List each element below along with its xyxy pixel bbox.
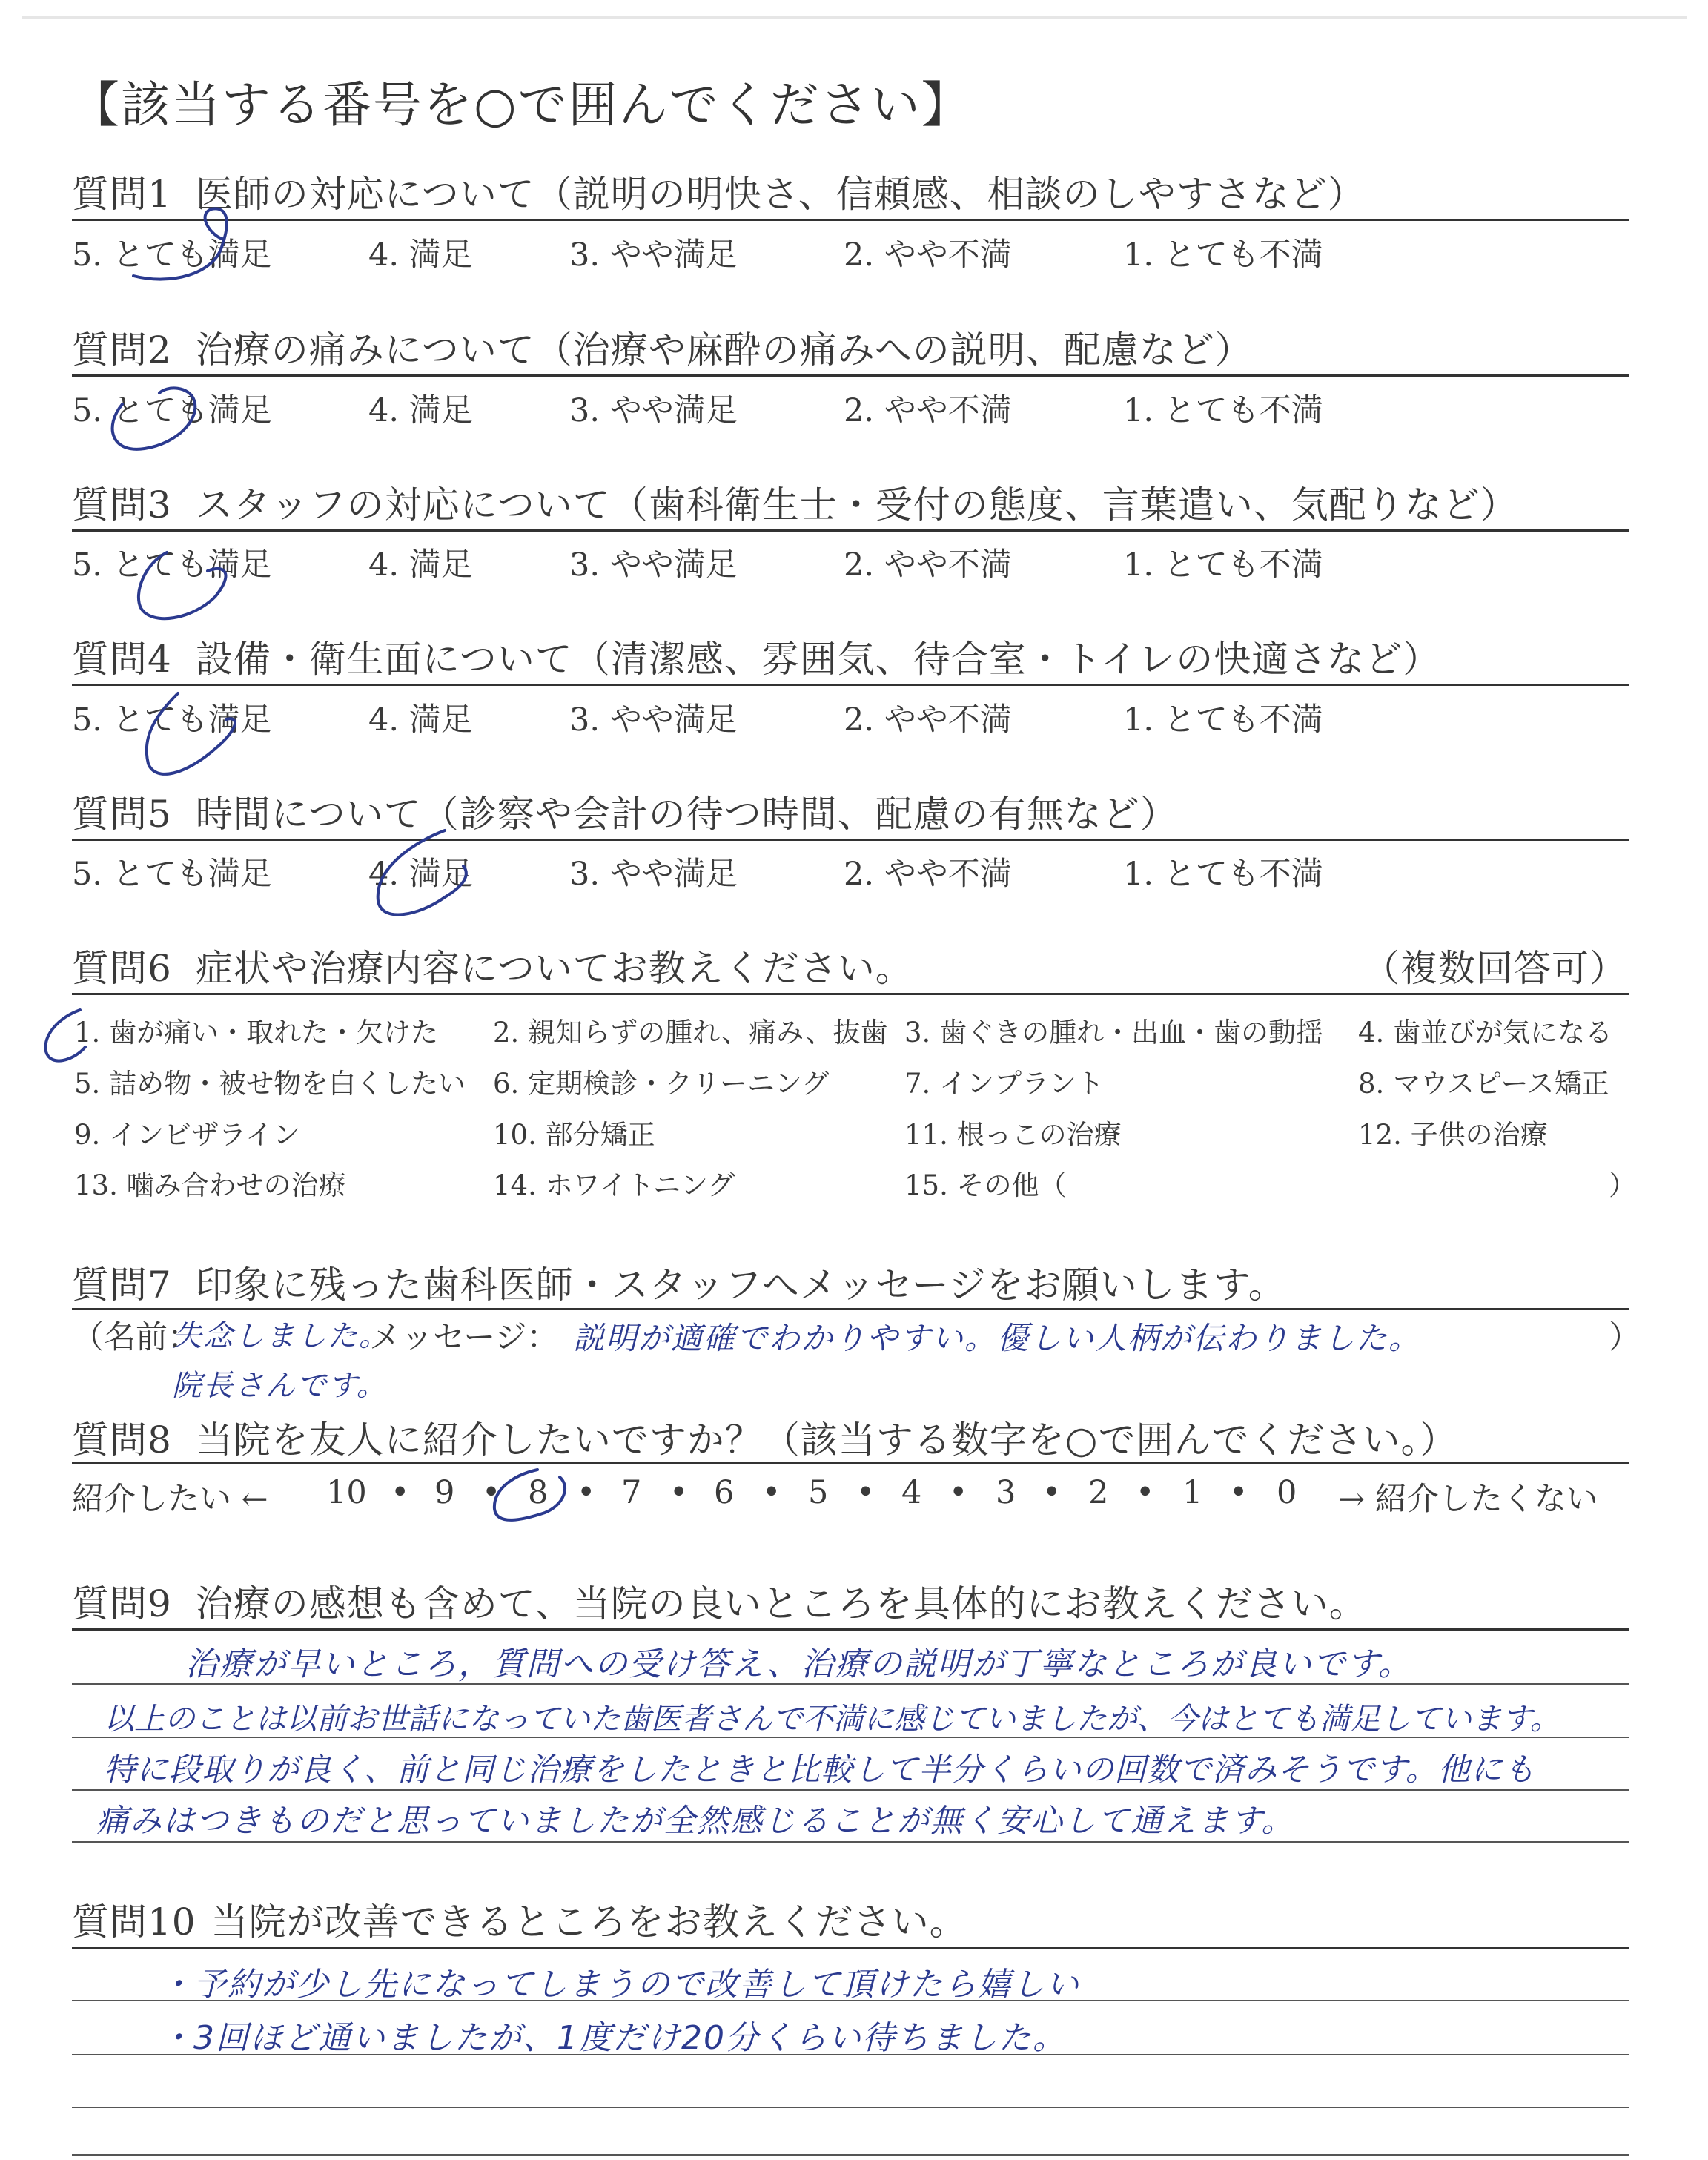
q7-close-paren: ） <box>1609 1319 1641 1356</box>
q8-scale-4[interactable]: 4 <box>901 1474 922 1511</box>
question-9-rule <box>72 1628 1629 1631</box>
question-4-rule <box>72 684 1629 686</box>
q8-dot: • <box>669 1474 689 1511</box>
q8-dot: • <box>391 1474 410 1511</box>
q8-dot: • <box>856 1474 875 1511</box>
question-8-rule <box>72 1462 1629 1464</box>
q6-option-6[interactable]: 6. 定期検診・クリーニング <box>493 1068 830 1100</box>
q2-option-1[interactable]: 1. とても不満 <box>1123 392 1323 429</box>
q8-dot: • <box>1229 1474 1248 1511</box>
q9-answer-rule <box>72 1841 1629 1843</box>
q8-dot: • <box>1136 1474 1155 1511</box>
q9-answer-line-2[interactable]: 以上のことは以前お世話になっていた歯医者さんで不満に感じていましたが、今はとても満足しています。 <box>104 1701 1560 1737</box>
q1-option-2[interactable]: 2. やや不満 <box>844 237 1012 274</box>
q4-option-1[interactable]: 1. とても不満 <box>1123 701 1323 739</box>
q5-option-1[interactable]: 1. とても不満 <box>1123 856 1323 893</box>
question-7-rule <box>72 1308 1629 1310</box>
q8-scale-1[interactable]: 1 <box>1182 1474 1203 1511</box>
q8-scale-10[interactable]: 10 <box>326 1474 367 1511</box>
q6-option-3[interactable]: 3. 歯ぐきの腫れ・出血・歯の動揺 <box>904 1017 1324 1048</box>
question-6-rule <box>72 993 1629 995</box>
q10-answer-line-1[interactable]: ・予約が少し先になってしまうので改善して頂けたら嬉しい <box>159 1966 1080 2004</box>
q3-option-4[interactable]: 4. 満足 <box>368 546 473 584</box>
question-9-title: 質問9 治療の感想も含めて、当院の良いところを具体的にお教えください。 <box>72 1582 1367 1625</box>
q2-option-3[interactable]: 3. やや満足 <box>569 392 738 429</box>
q8-scale-3[interactable]: 3 <box>996 1474 1016 1511</box>
question-8-title: 質問8 当院を友人に紹介したいですか？（該当する数字を○で囲んでください。） <box>72 1418 1458 1462</box>
q9-answer-line-1[interactable]: 治療が早いところ，質問への受け答え、治療の説明が丁寧なところが良いです。 <box>185 1645 1413 1683</box>
q6-option-10[interactable]: 10. 部分矯正 <box>493 1119 655 1151</box>
q8-dot: • <box>762 1474 781 1511</box>
q7-name-value[interactable]: 失念しました。 <box>172 1319 390 1353</box>
question-5-title: 質問5 時間について（診察や会計の待つ時間、配慮の有無など） <box>72 793 1178 836</box>
question-7-title: 質問7 印象に残った歯科医師・スタッフへメッセージをお願いします。 <box>72 1264 1286 1307</box>
q10-answer-rule <box>72 2107 1629 2108</box>
q8-scale-7[interactable]: 7 <box>621 1474 642 1511</box>
q3-option-5[interactable]: 5. とても満足 <box>72 546 272 584</box>
q4-option-5[interactable]: 5. とても満足 <box>72 701 272 739</box>
question-2-rule <box>72 374 1629 377</box>
q3-option-2[interactable]: 2. やや不満 <box>844 546 1012 584</box>
page-heading: 【該当する番号を○で囲んでください】 <box>70 76 972 133</box>
q8-dot: • <box>482 1474 501 1511</box>
q9-answer-line-3[interactable]: 特に段取りが良く、前と同じ治療をしたときと比較して半分くらいの回数で済みそうです。他にも <box>104 1751 1536 1789</box>
q1-option-3[interactable]: 3. やや満足 <box>569 237 738 274</box>
q6-option-15[interactable]: 15. その他（ <box>904 1169 1067 1201</box>
q10-answer-line-2[interactable]: ・3回ほど通いましたが、1度だけ20分くらい待ちました。 <box>159 2019 1067 2057</box>
question-6-note: （複数回答可） <box>1363 947 1627 990</box>
question-3-title: 質問3 スタッフの対応について（歯科衛生士・受付の態度、言葉遣い、気配りなど） <box>72 483 1518 526</box>
question-2-title: 質問2 治療の痛みについて（治療や麻酔の痛みへの説明、配慮など） <box>72 328 1253 371</box>
q6-option-9[interactable]: 9. インビザライン <box>74 1119 300 1151</box>
q6-other-close-paren: ） <box>1609 1169 1636 1201</box>
q6-option-14[interactable]: 14. ホワイトニング <box>493 1169 735 1201</box>
q6-option-8[interactable]: 8. マウスピース矯正 <box>1358 1068 1609 1100</box>
q5-option-5[interactable]: 5. とても満足 <box>72 856 272 893</box>
q8-scale-9[interactable]: 9 <box>434 1474 455 1511</box>
q9-answer-line-4[interactable]: 痛みはつきものだと思っていましたが全然感じることが無く安心して通えます。 <box>96 1803 1295 1840</box>
q6-option-12[interactable]: 12. 子供の治療 <box>1358 1119 1548 1151</box>
q6-option-4[interactable]: 4. 歯並びが気になる <box>1358 1017 1613 1048</box>
question-5-rule <box>72 839 1629 841</box>
question-1-rule <box>72 219 1629 221</box>
q10-answer-rule <box>72 2154 1629 2156</box>
q1-option-5[interactable]: 5. とても満足 <box>72 237 272 274</box>
q4-option-2[interactable]: 2. やや不満 <box>844 701 1012 739</box>
q6-option-13[interactable]: 13. 噛み合わせの治療 <box>74 1169 346 1201</box>
q8-scale-0[interactable]: 0 <box>1277 1474 1297 1511</box>
q6-option-5[interactable]: 5. 詰め物・被せ物を白くしたい <box>74 1068 466 1100</box>
q6-option-1[interactable]: 1. 歯が痛い・取れた・欠けた <box>74 1017 439 1048</box>
q8-scale-5[interactable]: 5 <box>808 1474 829 1511</box>
q8-dot: • <box>1042 1474 1062 1511</box>
q8-left-label: 紹介したい ← <box>72 1481 268 1518</box>
q7-name-label: （名前： <box>72 1319 199 1356</box>
q7-message-value[interactable]: 説明が適確でわかりやすい。優しい人柄が伝わりました。 <box>573 1320 1422 1356</box>
question-3-rule <box>72 529 1629 532</box>
q3-option-3[interactable]: 3. やや満足 <box>569 546 738 584</box>
q6-option-11[interactable]: 11. 根っこの治療 <box>904 1119 1122 1151</box>
q2-option-5[interactable]: 5. とても満足 <box>72 392 272 429</box>
q5-option-3[interactable]: 3. やや満足 <box>569 856 738 893</box>
q8-right-label: → 紹介したくない <box>1338 1481 1598 1518</box>
q2-option-4[interactable]: 4. 満足 <box>368 392 473 429</box>
question-6-title: 質問6 症状や治療内容についてお教えください。 <box>72 947 913 990</box>
q7-name-value-2[interactable]: 院長さんです。 <box>172 1369 388 1403</box>
q2-option-2[interactable]: 2. やや不満 <box>844 392 1012 429</box>
question-1-title: 質問1 医師の対応について（説明の明快さ、信頼感、相談のしやすさなど） <box>72 173 1366 216</box>
q8-scale-2[interactable]: 2 <box>1088 1474 1109 1511</box>
q6-option-2[interactable]: 2. 親知らずの腫れ、痛み、抜歯 <box>493 1017 888 1048</box>
q8-dot: • <box>577 1474 596 1511</box>
q3-option-1[interactable]: 1. とても不満 <box>1123 546 1323 584</box>
question-10-rule <box>72 1947 1629 1949</box>
q8-dot: • <box>949 1474 968 1511</box>
q4-option-3[interactable]: 3. やや満足 <box>569 701 738 739</box>
q6-option-7[interactable]: 7. インプラント <box>904 1068 1105 1100</box>
q4-option-4[interactable]: 4. 満足 <box>368 701 473 739</box>
q5-option-2[interactable]: 2. やや不満 <box>844 856 1012 893</box>
question-4-title: 質問4 設備・衛生面について（清潔感、雰囲気、待合室・トイレの快適さなど） <box>72 638 1441 681</box>
question-10-title: 質問10 当院が改善できるところをお教えください。 <box>72 1900 967 1943</box>
q8-scale-8[interactable]: 8 <box>528 1474 549 1511</box>
q7-message-label: メッセージ： <box>369 1319 559 1356</box>
q1-option-1[interactable]: 1. とても不満 <box>1123 237 1323 274</box>
page-top-border <box>22 16 1687 19</box>
q1-option-4[interactable]: 4. 満足 <box>368 237 473 274</box>
q5-option-4[interactable]: 4. 満足 <box>368 856 473 893</box>
q8-scale-6[interactable]: 6 <box>714 1474 735 1511</box>
